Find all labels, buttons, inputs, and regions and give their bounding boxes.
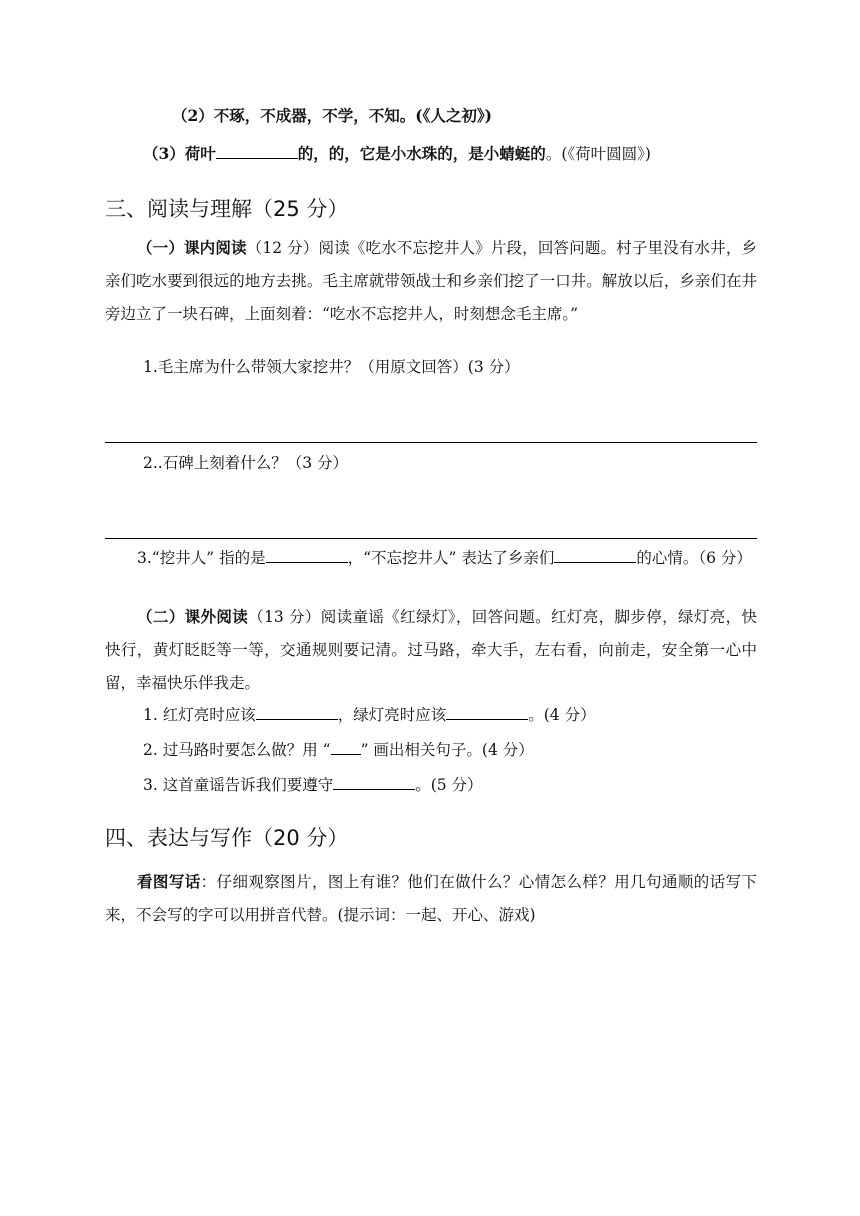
reading-2-question-2	[143, 738, 534, 760]
answer-blank[interactable]	[446, 703, 528, 720]
q3-text-b: ，“不忘挖井人” 表达了乡亲们	[347, 549, 555, 567]
writing-text: ：仔细观察图片，图上有谁？他们在做什么？心情怎么样？用几句通顺的话写下来，不会写的字可以用拼音代替。(提示词：一起、开心、游戏)	[105, 873, 757, 924]
section-4-heading: 四、表达与写作（20 分）	[105, 826, 349, 850]
answer-line-1[interactable]	[105, 442, 757, 443]
reading-1-question-1: 1.毛主席为什么带领大家挖井？（用原文回答）(3 分）	[143, 358, 520, 376]
answer-blank[interactable]	[554, 546, 636, 563]
reading-1-question-3	[105, 542, 757, 575]
reading-2-label: （二）课外阅读	[137, 607, 249, 626]
answer-blank[interactable]	[333, 773, 415, 790]
reading-2-text: （13 分）阅读童谣《红绿灯》，回答问题。红灯亮，脚步停，绿灯亮，快快行，黄灯眨眨等一等，交通规则要记清。过马路，牵大手，左右看，向前走，安全第一心中留，幸福快乐伴我走。	[105, 608, 757, 692]
r2q1-a: 1. 红灯亮时应该	[143, 706, 256, 724]
answer-blank[interactable]	[216, 142, 298, 159]
r2q2-b: ” 画出相关句子。(4 分）	[360, 741, 534, 759]
reading-1-label: （一）课内阅读	[137, 238, 247, 257]
r2q3-b: 。(5 分）	[415, 776, 483, 794]
reading-1-question-2: 2..石碑上刻着什么？（3 分）	[143, 454, 349, 472]
reading-2-question-3	[143, 773, 483, 795]
writing-label: 看图写话	[137, 872, 201, 891]
r2q1-b: ，绿灯亮时应该	[337, 706, 447, 724]
reading-1-paragraph	[105, 231, 757, 331]
r2q3-a: 3. 这首童谣告诉我们要遵守	[143, 776, 334, 794]
answer-blank[interactable]	[266, 546, 348, 563]
reading-1-text: （12 分）阅读《吃水不忘挖井人》片段，回答问题。村子里没有水井，乡亲们吃水要到很远的地方去挑。毛主席就带领战士和乡亲们挖了一口井。解放以后，乡亲们在井旁边立了一块石碑，上面刻着：“吃水不忘挖井人，时刻想念毛主席。”	[105, 239, 757, 323]
poem-line-2: （2）不琢，不成器，不学，不知。(《人之初》)	[172, 106, 492, 125]
poem-line-3-middle: 的，的，它是小水珠的，是小蜻蜓的	[297, 144, 546, 163]
section-3-heading: 三、阅读与理解（25 分）	[105, 197, 349, 221]
poem-line-3-source: 。(《荷叶圆圆》)	[545, 145, 651, 163]
poem-line-3-start: （3）荷叶	[143, 144, 216, 163]
r2q1-c: 。(4 分）	[528, 706, 596, 724]
reading-2-paragraph	[105, 600, 757, 700]
q3-text-c: 的心情。（6 分）	[636, 549, 752, 567]
reading-2-question-1	[143, 703, 596, 725]
q3-text-a: 3.“挖井人” 指的是	[137, 549, 266, 567]
answer-line-2[interactable]	[105, 538, 757, 539]
underline-sample	[331, 738, 361, 755]
answer-blank[interactable]	[256, 703, 338, 720]
r2q2-a: 2. 过马路时要怎么做？用 “	[143, 741, 331, 759]
writing-prompt	[105, 865, 757, 932]
poem-line-3	[143, 142, 651, 164]
